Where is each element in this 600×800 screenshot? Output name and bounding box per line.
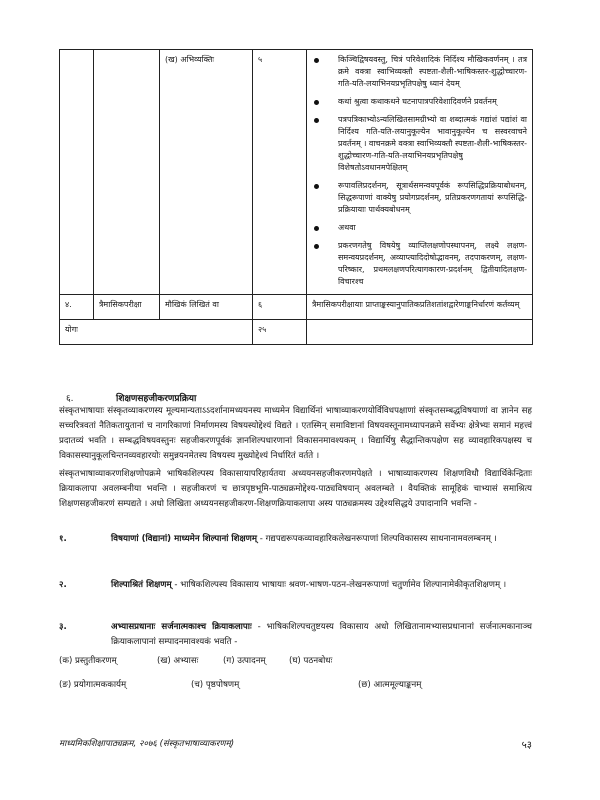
item-title: विषयाणां (विद्यानां) माध्यमेन शिल्पानां शिक्षणम्	[111, 534, 258, 544]
numbered-item	[59, 532, 532, 547]
section-number: ६.	[66, 394, 74, 404]
table-row	[60, 295, 533, 320]
list-item: पत्रपत्रिकाभ्योऽन्यलिखितसामग्रीभ्यो वा शब्दात्मकं गद्यांशं पद्यांशं वा निर्दिश्य गति-यति-लयानुकूल्येन भावानुकूल्येन च सस्वरवाचने प्रवर्तनम् । वाचनक्रमे वक्त्रा स्वाभिव्यक्तौ स्पष्टता-शैली-भाषिकस्तर-शुद्धोच्चारण-गति-यति-लयाभिनयप्रभृतिपक्षेषु विशेषतोऽवधानमपेक्षितम्	[312, 114, 527, 174]
cell-marks: ६	[253, 295, 307, 320]
table-total-row	[60, 320, 533, 345]
list-item: प्रकरणगतेषु विषयेषु व्याप्तिलक्षणोपस्थापनम्, लक्ष्ये लक्षण-समन्वयप्रदर्शनम्, अव्याप्त्यादिदोषोद्भावनम्, तदपाकरणम्, लक्षण-परिष्कार, प्रथमलक्षणपरित्यागकारण-प्रदर्शनम् द्वितीयादिलक्षण-विचारश्च	[312, 240, 527, 288]
total-remark	[307, 320, 533, 345]
paragraph: संस्कृतभाषाव्याकरणशिक्षणोपक्रमे भाषिकशिल्पस्य विकासायापरिहार्यतया अध्ययनसहजीकरणमपेक्षते । भाषाव्याकरणस्य शिक्षणविधौ विद्यार्थिकेन्द्रिताः क्रियाकलापा अवलम्बनीया भवन्ति । सहजीकरणं च छात्रपृष्ठभूमि-पाठ्यक्रमोद्देश्य-पाठ्यविषयान् अवलम्बते । वैयक्तिकं सामूहिकं चाभ्यासं समाश्रित्य शिक्षणसहजीकरणं सम्पद्यते । अधो लिखिता अध्ययनसहजीकरण-शिक्षणक्रियाकलापा अस्य पाठ्यक्रमस्य उद्देश्यसिद्धये उपादानानि भवन्ति -	[59, 469, 532, 509]
numbered-item	[59, 620, 532, 650]
cell-method: मौखिकं लिखितं वा	[160, 295, 253, 320]
section-heading	[66, 391, 196, 404]
cell-description	[307, 50, 533, 295]
bullet-icon	[314, 226, 319, 231]
bullet-icon	[314, 58, 319, 63]
cell-area	[94, 50, 160, 295]
list-item: अथवा	[312, 222, 527, 234]
table-row	[60, 50, 533, 295]
subitem: (क) प्रस्तुतीकरणम्	[59, 656, 117, 666]
bullet-icon	[314, 118, 319, 123]
total-value: २५	[253, 320, 307, 345]
item-text: - भाषिकशिल्पचतुष्टयस्य विकासाय अधो लिखितानामभ्यासप्रधानानां सर्जनात्मकानाञ्च क्रियाकलापानां सम्पादनमावश्यकं भवति -	[111, 622, 532, 647]
paragraph: संस्कृतभाषायाः संस्कृतव्याकरणस्य मूल्यमान्यताऽऽदर्शानामध्ययनस्य माध्यमेन विद्यार्थिनां भाषाव्याकरणयोर्विविधपक्षाणां संस्कृतसम्बद्धविषयाणां वा ज्ञानेन सह सच्चरित्रवतां नैतिकतायुतानां च नागरिकाणां निर्माणमस्य विषयस्योद्देश्यं विद्यते । एतस्मिन् समाविष्टानां विषयवस्तूनामध्यापनक्रमे सर्वेभ्यः क्षेत्रेभ्यः समानं महत्त्वं प्रदातव्यं भवति । सम्बद्धविषयवस्तुनः सहजीकरणपूर्वकं ज्ञानशिल्पधारणानां विकासनमावश्यकम् । विद्यार्थिषु सैद्धान्तिकपक्षेण सह व्यावहारिकपक्षस्य च विकासस्यानुकूलचिन्तनव्यवहारयोः समुन्नयनमेतस्य विषयस्य मुख्योद्देश्यं निर्धारितं वर्तते ।	[59, 406, 532, 461]
subitem: (छ) आत्ममूल्याङ्कनम्	[358, 680, 422, 690]
item-text: - भाषिकशिल्पस्य विकासाय भाषायाः श्रवण-भाषण-पठन-लेखनरूपाणां चतुर्णामेव शिल्पानामेकीकृतशिक्षणम् ।	[171, 580, 507, 590]
subitem: (च) पृष्ठपोषणम्	[191, 680, 240, 690]
cell-method: (ख) अभिव्यक्तिः	[160, 50, 253, 295]
numbered-item	[59, 578, 532, 593]
item-title: अभ्यासप्रधानाः सर्जनात्मकाश्च क्रियाकलापाः	[111, 622, 252, 632]
list-item: रूपावलिप्रदर्शनम्, सूत्रार्थसमन्वयपूर्वकं रूपसिद्धिप्रक्रियाबोधनम्, सिद्धरूपाणां वाक्येषु प्रयोगप्रदर्शनम्, प्रतिप्रकरणगतायां रूपसिद्धि-प्रक्रियायाः पार्थक्यबोधनम्	[312, 180, 527, 216]
subitem: (घ) पठनबोधः	[289, 656, 333, 666]
subitem-row	[59, 655, 332, 667]
page-footer	[59, 737, 532, 749]
item-number: १.	[59, 534, 67, 544]
cell-marks: ५	[253, 50, 307, 295]
item-number: २.	[59, 580, 67, 590]
subitem: (ङ) प्रयोगात्मककार्यम्	[59, 680, 127, 690]
cell-area: त्रैमासिकपरीक्षा	[94, 295, 160, 320]
section-title: शिक्षणसहजीकरणप्रक्रिया	[116, 394, 197, 404]
list-item: किञ्चिद्विषयवस्तु, चित्रं परिवेशादिकं निर्दिश्य मौखिकवर्णनम् । तत्र क्रमे वक्त्रा स्वाभिव्यक्तौ स्पष्टता-शैली-भाषिकस्तर-शुद्धोच्चारण-गति-यति-लयाभिनयप्रभृतिपक्षेषु ध्यानं देयम्	[312, 54, 527, 90]
item-text: - गद्यपद्यरूपकव्यावहारिकलेखनरूपाणां शिल्पविकासस्य साधनानामवलम्बनम् ।	[257, 534, 497, 544]
subitem-row	[59, 679, 421, 691]
list-item: कथां श्रुत्वा कथाकथने घटनापात्रपरिवेशादिवर्णने प्रवर्तनम्	[312, 96, 527, 108]
cell-description: त्रैमासिकपरीक्षायाः प्राप्ताङ्कस्यानुपातिकप्रतिशतांशद्वारेणाङ्कनिर्धारणं कर्तव्यम्	[307, 295, 533, 320]
page-number: ५३	[521, 740, 532, 751]
footer-title: माध्यमिकशिक्षापाठ्यक्रम, २०७६ (संस्कृतभाषाव्याकरणम्)	[59, 739, 235, 749]
bullet-list	[312, 54, 527, 288]
subitem: (ख) अभ्यासः	[157, 656, 199, 666]
assessment-table	[59, 49, 533, 345]
item-title: शिल्पाश्रितं शिक्षणम्	[111, 580, 172, 590]
subitem: (ग) उत्पादनम्	[223, 656, 266, 666]
cell-serial: ४.	[60, 295, 94, 320]
bullet-icon	[314, 100, 319, 105]
item-number: ३.	[59, 622, 67, 632]
total-label: योगः	[60, 320, 253, 345]
bullet-icon	[314, 184, 319, 189]
cell-serial	[60, 50, 94, 295]
bullet-icon	[314, 244, 319, 249]
